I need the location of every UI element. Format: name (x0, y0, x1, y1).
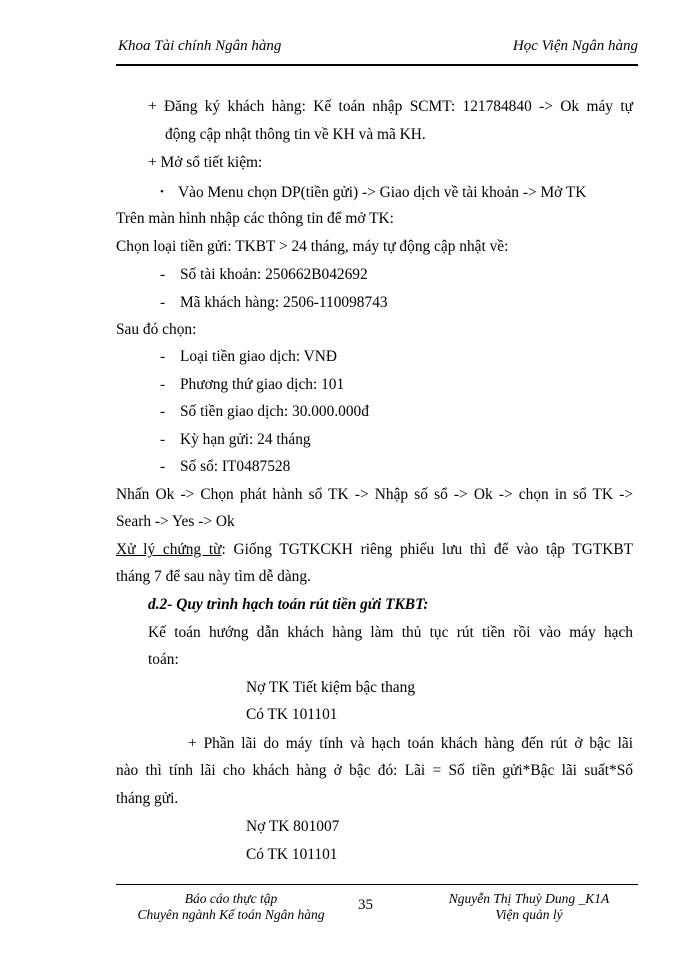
list-item-text: Phương thứ giao dịch: 101 (180, 376, 345, 393)
dash-marker: - (160, 431, 166, 448)
footer-left-line2: Chuyên ngành Kế toán Ngân hàng (137, 907, 325, 922)
text-line-guide-cont: toán: (148, 651, 179, 668)
list-item (160, 375, 344, 395)
text-line-register-cont: động cập nhật thông tin về KH và mã KH. (165, 126, 426, 143)
header-right: Học Viện Ngân hàng (512, 38, 638, 54)
entry-credit: Có TK 101101 (246, 706, 338, 723)
footer-right-line1: Nguyễn Thị Thuỳ Dung _K1A (448, 891, 610, 906)
dash-marker: - (160, 376, 166, 393)
footer-left (116, 891, 346, 923)
footer-rule (116, 884, 638, 885)
bullet-item (160, 182, 586, 203)
list-item (160, 402, 369, 422)
dash-marker: - (160, 266, 166, 283)
text-line-guide: Kế toán hướng dẫn khách hàng làm thủ tục rút tiền rồi vào máy hạch (148, 624, 633, 641)
dash-marker: - (160, 403, 166, 420)
bullet-icon: • (160, 186, 164, 198)
documents-text: : Giống TGTKCKH riêng phiếu lưu thì để vào tập TGTKBT (221, 541, 633, 558)
entry-debit-2: Nợ TK 801007 (246, 818, 340, 835)
entry-credit-2: Có TK 101101 (246, 846, 338, 863)
text-line-open-book: + Mở sổ tiết kiệm: (148, 154, 263, 171)
text-line-then: Sau đó chọn: (116, 321, 197, 338)
list-item-text: Kỳ hạn gửi: 24 tháng (180, 431, 311, 448)
dash-marker: - (160, 348, 166, 365)
list-item-text: Số tài khoản: 250662B042692 (180, 266, 368, 283)
text-line-screen: Trên màn hình nhập các thông tin để mở TK: (116, 210, 394, 227)
bullet-text: Vào Menu chọn DP(tiền gửi) -> Giao dịch về tài khoản -> Mở TK (178, 184, 587, 201)
footer-right-line2: Viện quản lý (495, 907, 563, 922)
footer-left-line1: Báo cáo thực tập (184, 891, 278, 906)
entry-debit: Nợ TK Tiết kiệm bậc thang (246, 679, 416, 696)
text-line-choose-type: Chọn loại tiền gửi: TKBT > 24 tháng, máy tự động cập nhật về: (116, 238, 509, 255)
dash-marker: - (160, 294, 166, 311)
section-title: d.2- Quy trình hạch toán rút tiền gửi TKBT: (148, 596, 429, 613)
text-line-documents-cont: tháng 7 để sau này tìm dễ dàng. (116, 568, 311, 585)
list-item-text: Số tiền giao dịch: 30.000.000đ (180, 403, 369, 420)
page-number: 35 (358, 897, 373, 913)
list-item (160, 457, 290, 477)
documents-label: Xử lý chứng từ (116, 541, 222, 558)
list-item-text: Mã khách hàng: 2506-110098743 (180, 294, 388, 311)
text-line-documents (116, 540, 633, 560)
text-line-interest-cont: nào thì tính lãi cho khách hàng ở bậc đó: Lãi = Số tiền gửi*Bậc lãi suất*Số (116, 762, 633, 779)
text-line-interest: + Phần lãi do máy tính và hạch toán khách hàng đến rút ở bậc lãi (188, 735, 633, 752)
dash-marker: - (160, 458, 166, 475)
list-item (160, 430, 311, 450)
list-item-text: Số sổ: IT0487528 (180, 458, 291, 475)
text-line-press-ok: Nhấn Ok -> Chọn phát hành sổ TK -> Nhập số sổ -> Ok -> chọn in sổ TK -> (116, 486, 633, 503)
list-item (160, 293, 388, 313)
header-rule (116, 64, 638, 66)
list-item-text: Loại tiền giao dịch: VNĐ (180, 348, 338, 365)
footer-right (420, 891, 638, 923)
list-item (160, 265, 368, 285)
text-line-press-ok-cont: Searh -> Yes -> Ok (116, 513, 235, 530)
header-left: Khoa Tài chính Ngân hàng (118, 38, 282, 54)
list-item (160, 347, 337, 367)
text-line-register: + Đăng ký khách hàng: Kế toán nhập SCMT: 121784840 -> Ok máy tự (148, 98, 633, 115)
text-line-interest-end: tháng gửi. (116, 790, 179, 807)
